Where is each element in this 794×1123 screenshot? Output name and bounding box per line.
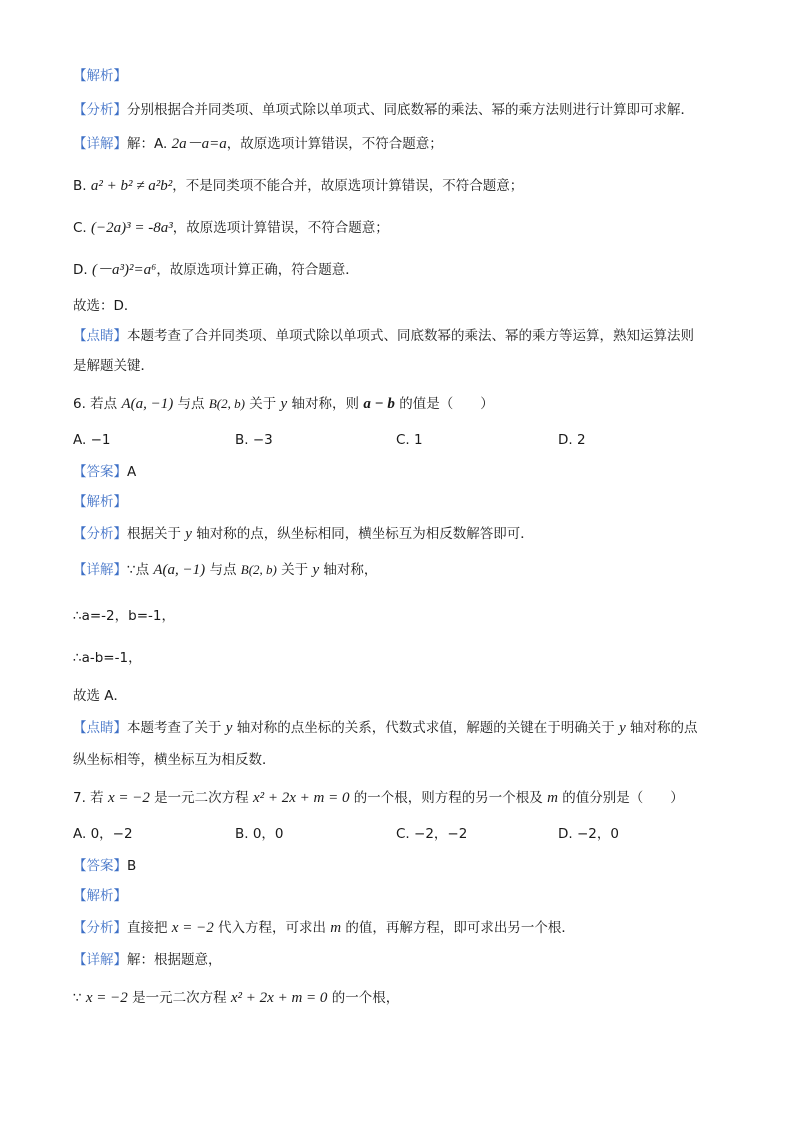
q5-dianjing-l1: 本题考查了合并同类项、单项式除以单项式、同底数幂的乘法、幂的乘方等运算，熟知运算法则 <box>127 328 694 344</box>
q6-fenxi <box>73 524 734 544</box>
q7-stem-m: m <box>547 790 558 806</box>
q7-option-b: B. 0，0 <box>235 826 284 842</box>
q7-stem <box>73 788 734 808</box>
q6-stem-ab: a − b <box>363 396 395 412</box>
q5-xj-suffix: ，故原选项计算错误，不符合题意； <box>226 136 443 152</box>
q7-fenxi <box>73 918 734 938</box>
q6-stem-y: y <box>280 396 288 412</box>
q5-b-text: ，不是同类项不能合并，故原选项计算错误，不符合题意； <box>172 178 524 194</box>
q5-d-text: ，故原选项计算正确，符合题意． <box>156 262 359 278</box>
q7-fenxi-b: 代入方程，可求出 <box>213 920 331 936</box>
jiexi-tag: 【解析】 <box>73 494 127 510</box>
xiangjie-tag: 【详解】 <box>73 562 127 578</box>
q7-fenxi-x: x = −2 <box>171 920 214 936</box>
q6-fenxi-y: y <box>185 526 192 542</box>
q7-answer <box>73 856 734 876</box>
q6-xj-point-a: A(a, −1) <box>153 562 206 578</box>
xiangjie-tag: 【详解】 <box>73 136 127 152</box>
q6-conclusion: 故选 A． <box>73 688 128 704</box>
q6-answer <box>73 462 734 482</box>
fenxi-tag: 【分析】 <box>73 102 127 118</box>
q7-last-b: 是一元二次方程 <box>127 990 231 1006</box>
q7-option-d: D. −2，0 <box>558 826 619 842</box>
q6-step1: ∴a=-2，b=-1， <box>73 608 175 624</box>
q5-xj-math: 2a－a=a <box>171 136 227 152</box>
q5-d-math: (－a³)²=a⁶ <box>91 262 157 278</box>
q7-last-line <box>73 988 734 1008</box>
q5-dianjing-l2: 是解题关键． <box>73 358 154 374</box>
daan-tag: 【答案】 <box>73 464 127 480</box>
q6-dj-c: 轴对称的点 <box>625 720 698 736</box>
q6-xj-y: y <box>312 562 320 578</box>
q6-dianjing <box>73 718 734 738</box>
q5-xj-prefix: 解：A. <box>127 136 172 152</box>
q6-stem-c: 关于 <box>244 396 281 412</box>
q7-last-x: x = −2 <box>85 990 128 1006</box>
q6-xj-d: 轴对称， <box>319 562 378 578</box>
q6-stem-d: 轴对称，则 <box>287 396 364 412</box>
q6-option-b: B. −3 <box>235 432 273 448</box>
xiangjie-tag: 【详解】 <box>73 952 127 968</box>
dianjing-tag: 【点睛】 <box>73 720 127 736</box>
q5-option-b-line <box>73 176 734 196</box>
q6-stem-a: 6. 若点 <box>73 396 122 412</box>
q6-dj-b: 轴对称的点坐标的关系，代数式求值，解题的关键在于明确关于 <box>232 720 620 736</box>
q6-dj-a: 本题考查了关于 <box>127 720 226 736</box>
q7-stem-x: x = −2 <box>107 790 150 806</box>
q7-answer-value: B <box>127 858 137 874</box>
q7-option-c: C. −2，−2 <box>396 826 468 842</box>
q7-stem-c: 的一个根，则方程的另一个根及 <box>349 790 548 806</box>
q7-option-a: A. 0，−2 <box>73 826 133 842</box>
q6-stem <box>73 394 734 414</box>
q5-c-text: ，故原选项计算错误，不符合题意； <box>172 220 389 236</box>
fenxi-tag: 【分析】 <box>73 920 127 936</box>
q7-fenxi-c: 的值，再解方程，即可求出另一个根． <box>341 920 575 936</box>
jiexi-tag: 【解析】 <box>73 68 127 84</box>
q6-answer-value: A <box>127 464 137 480</box>
q6-xj-b: 与点 <box>205 562 241 578</box>
q6-fenxi-a: 根据关于 <box>127 526 186 542</box>
q5-fenxi-text: 分别根据合并同类项、单项式除以单项式、同底数幂的乘法、幂的乘方法则进行计算即可求解． <box>127 102 694 118</box>
q6-point-a: A(a, −1) <box>121 396 174 412</box>
q5-fenxi <box>73 100 734 120</box>
q5-option-c-line <box>73 218 734 238</box>
q6-jiexi-heading <box>73 492 734 512</box>
q6-xj-a: ∵点 <box>127 562 154 578</box>
q5-b-label: B. <box>73 178 91 194</box>
q6-xj-c: 关于 <box>276 562 313 578</box>
q7-stem-d: 的值分别是（ ） <box>557 790 684 806</box>
jiexi-tag: 【解析】 <box>73 888 127 904</box>
q6-dj-y: y <box>225 720 233 736</box>
q5-d-label: D. <box>73 262 92 278</box>
q6-option-d: D. 2 <box>558 432 586 448</box>
q6-option-c: C. 1 <box>396 432 423 448</box>
q6-step2: ∴a-b=-1， <box>73 650 142 666</box>
dianjing-tag: 【点睛】 <box>73 328 127 344</box>
q6-fenxi-b: 轴对称的点，纵坐标相同，横坐标互为相反数解答即可． <box>191 526 534 542</box>
q5-dianjing <box>73 326 734 346</box>
q5-option-d-line <box>73 260 734 280</box>
q5-b-math: a² + b² ≠ a²b² <box>90 178 173 194</box>
daan-tag: 【答案】 <box>73 858 127 874</box>
q7-stem-b: 是一元二次方程 <box>149 790 253 806</box>
q5-c-math: (−2a)³ = -8a³ <box>91 220 173 236</box>
q7-xiangjie <box>73 950 734 970</box>
q6-stem-b: 与点 <box>173 396 209 412</box>
q5-xiangjie <box>73 134 734 154</box>
q6-xj-point-b: B(2, b) <box>240 562 277 577</box>
jiexi-heading <box>73 66 734 86</box>
q6-dianjing-l2: 纵坐标相等，横坐标互为相反数． <box>73 752 276 768</box>
q7-stem-eq: x² + 2x + m = 0 <box>252 790 350 806</box>
q6-option-a: A. −1 <box>73 432 111 448</box>
q7-last-eq: x² + 2x + m = 0 <box>230 990 328 1006</box>
q7-stem-a: 7. 若 <box>73 790 108 806</box>
q6-dj-y2: y <box>619 720 626 736</box>
fenxi-tag: 【分析】 <box>73 526 127 542</box>
q5-conclusion: 故选：D． <box>73 298 138 314</box>
q7-fenxi-a: 直接把 <box>127 920 172 936</box>
q5-c-label: C. <box>73 220 92 236</box>
q6-stem-e: 的值是（ ） <box>394 396 494 412</box>
q7-xj-text: 解：根据题意， <box>127 952 222 968</box>
q6-xiangjie <box>73 560 734 580</box>
q7-jiexi-heading <box>73 886 734 906</box>
q7-fenxi-m: m <box>330 920 342 936</box>
q6-point-b: B(2, b) <box>208 396 245 411</box>
q7-last-a: ∵ <box>73 990 86 1006</box>
q7-last-c: 的一个根， <box>327 990 400 1006</box>
